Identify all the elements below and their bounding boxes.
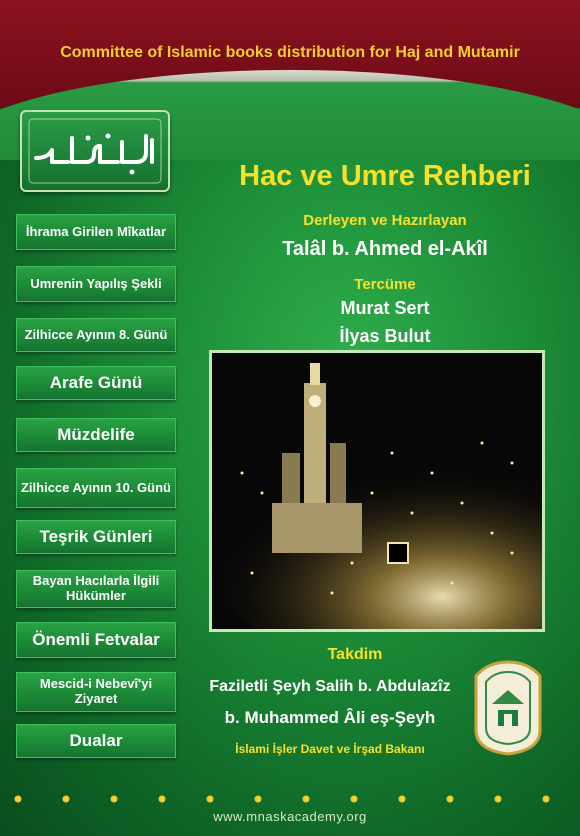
translator-2: İlyas Bulut <box>339 326 431 346</box>
logo[interactable] <box>20 110 170 192</box>
menu-button[interactable] <box>16 318 176 352</box>
banner-title: Committee of Islamic books distribution for Haj and Mutamir <box>60 44 520 61</box>
menu-button[interactable] <box>16 724 176 758</box>
menu-button[interactable] <box>16 672 176 712</box>
menu-button-label: Zilhicce Ayının 10. Günü <box>20 479 171 495</box>
menu-button-label: Dualar <box>69 731 123 751</box>
translator-1: Murat Sert <box>340 298 430 318</box>
menu-button[interactable] <box>16 214 176 250</box>
menu-button-label: Mescid-i Nebevî'yi Ziyaret <box>39 676 153 706</box>
compiled-by-label: Derleyen ve Hazırlayan <box>303 212 467 229</box>
menu-button[interactable] <box>16 520 176 554</box>
menu-button[interactable] <box>16 266 176 302</box>
presenter-line-1: Faziletli Şeyh Salih b. Abdulazîz <box>209 678 451 695</box>
menu-button-label: Arafe Günü <box>49 373 143 393</box>
ministry-seal-icon <box>468 658 548 758</box>
menu-button-label: Zilhicce Ayının 8. Günü <box>24 326 168 342</box>
book-title: Hac ve Umre Rehberi <box>239 160 531 192</box>
decorative-dots <box>0 792 580 806</box>
menu-button-label: Bayan Hacılarla İlgili Hükümler <box>32 573 160 603</box>
menu-button[interactable] <box>16 468 176 508</box>
menu-button[interactable] <box>16 622 176 658</box>
translation-label: Tercüme <box>354 276 416 293</box>
menu-button-label: Önemli Fetvalar <box>32 630 160 650</box>
menu-button-label: Umrenin Yapılış Şekli <box>30 275 162 291</box>
menu-button[interactable] <box>16 570 176 608</box>
menu-button-label: Müzdelife <box>57 425 135 445</box>
ministry-name: İslami İşler Davet ve İrşad Bakanı <box>235 742 425 756</box>
menu-button[interactable] <box>16 418 176 452</box>
presenter-line-2: b. Muhammed Âli eş-Şeyh <box>224 708 436 727</box>
manasik-calligraphy-logo-icon <box>28 118 162 184</box>
footer-url[interactable]: www.mnaskacademy.org <box>213 809 367 824</box>
makkah-night-photo-icon <box>212 353 542 629</box>
makkah-night-aerial-photo <box>209 350 545 632</box>
author-name: Talâl b. Ahmed el-Akîl <box>282 238 488 260</box>
menu-button-label: Teşrik Günleri <box>39 527 153 547</box>
menu-button[interactable] <box>16 366 176 400</box>
menu-button-label: İhrama Girilen Mîkatlar <box>25 223 167 239</box>
presentation-label: Takdim <box>327 646 383 663</box>
